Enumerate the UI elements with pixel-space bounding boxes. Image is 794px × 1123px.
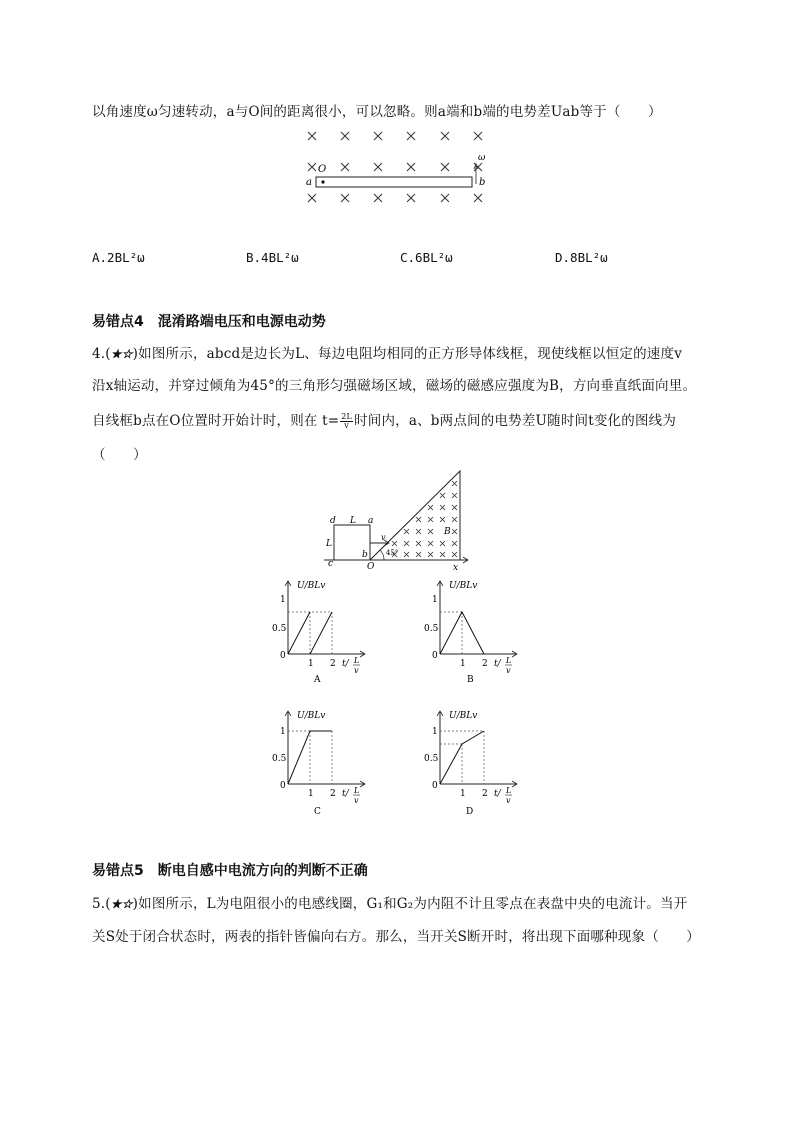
svg-text:L: L [506,656,512,665]
graph-d-label: D [466,807,474,817]
q4-graph-c[interactable] [272,708,372,818]
q3-choice-d[interactable]: D.8BL²ω [555,250,608,265]
svg-text:1: 1 [432,727,438,737]
svg-text:U/BLv: U/BLv [297,711,326,721]
svg-text:1: 1 [280,727,286,737]
q4-line2: 沿x轴运动，并穿过倾角为45°的三角形匀强磁场区域，磁场的磁感应强度为B，方向垂直纸面向里。 [92,378,697,394]
q3-choice-a[interactable]: A.2BL²ω [92,250,145,265]
svg-text:d: d [330,516,336,526]
q4-line3 [92,409,676,430]
q5-line1-rest: )如图所示，L为电阻很小的电感线圈，G₁和G₂为内阻不计且零点在表盘中央的电流计。当开 [132,896,688,912]
q3-text-line1: 以角速度ω匀速转动，a与O间的距离很小，可以忽略。则a端和b端的电势差Uab等于（ ） [92,104,662,120]
svg-text:2: 2 [330,789,336,799]
svg-text:L: L [326,539,332,549]
svg-text:U/BLv: U/BLv [297,581,326,591]
svg-text:v: v [354,796,359,805]
svg-text:v: v [506,796,511,805]
q4-number: 4.( [92,346,111,362]
section4-heading: 易错点4 混淆路端电压和电源电动势 [92,314,326,330]
difficulty-star-icon: ★☆ [110,347,133,361]
svg-text:U/BLv: U/BLv [449,581,478,591]
q4-line3-b: 时间内，a、b两点间的电势差U随时间t变化的图线为 [354,413,677,429]
svg-text:1: 1 [432,595,438,605]
q4-graph-a[interactable] [272,578,372,686]
triangle-field-region [370,471,460,560]
label-o: O [318,164,327,175]
svg-text:0: 0 [280,651,286,661]
svg-text:0.5: 0.5 [424,624,439,634]
svg-text:1: 1 [308,789,314,799]
pivot-point [321,180,324,183]
svg-text:x: x [453,563,459,573]
svg-text:0: 0 [432,781,438,791]
conducting-rod [316,177,472,187]
svg-text:L: L [354,786,360,795]
svg-text:O: O [367,562,375,572]
q3-choice-b[interactable]: B.4BL²ω [246,250,299,265]
svg-text:1: 1 [280,595,286,605]
label-omega: ω [478,153,486,163]
svg-text:c: c [328,559,334,569]
q4-fraction: $\frac{2L}{v}$ [341,412,353,430]
svg-text:v: v [506,666,511,675]
q5-number: 5.( [92,896,111,912]
svg-text:0: 0 [280,781,286,791]
section5-heading: 易错点5 断电自感中电流方向的判断不正确 [92,863,368,879]
graph-c-label: C [314,807,321,817]
svg-text:t/: t/ [494,659,501,669]
svg-text:0: 0 [432,651,438,661]
graph-b-label: B [467,675,474,685]
q3-choice-c[interactable]: C.6BL²ω [400,250,453,265]
field-cross-marks [392,481,457,557]
svg-text:L: L [350,516,356,526]
q5-line1 [92,892,687,912]
svg-text:0.5: 0.5 [424,754,439,764]
q4-answer-blank: （ ） [92,447,147,463]
svg-text:2: 2 [330,659,336,669]
svg-text:0.5: 0.5 [272,754,287,764]
svg-text:1: 1 [308,659,314,669]
q4-line1 [92,342,682,362]
label-a: a [306,177,312,188]
svg-text:b: b [362,550,368,560]
svg-text:L: L [354,656,360,665]
svg-text:2: 2 [482,659,488,669]
svg-text:L: L [506,786,512,795]
svg-text:t/: t/ [342,789,349,799]
field-cross-marks [308,132,482,202]
q4-line1-rest: )如图所示，abcd是边长为L、每边电阻均相同的正方形导体线框，现使线框以恒定的速度v [132,346,683,362]
q5-line2: 关S处于闭合状态时，两表的指针皆偏向右方。那么，当开关S断开时，将出现下面哪种现象（ ） [92,929,700,945]
svg-text:v: v [381,533,386,542]
svg-text:v: v [354,666,359,675]
q4-line3-a: 自线框b点在O位置时开始计时，则在 t= [92,413,340,429]
svg-text:45°: 45° [386,549,399,557]
svg-text:0.5: 0.5 [272,624,287,634]
svg-text:a: a [368,516,374,526]
svg-text:1: 1 [460,659,466,669]
svg-text:t/: t/ [342,659,349,669]
difficulty-star-icon: ★☆ [110,897,133,911]
q4-graph-b[interactable] [424,578,524,686]
svg-text:2: 2 [482,789,488,799]
svg-text:B: B [444,527,451,537]
graph-a-label: A [314,675,321,685]
svg-text:U/BLv: U/BLv [449,711,478,721]
svg-text:1: 1 [460,789,466,799]
label-b: b [479,177,486,188]
q4-main-figure [322,466,472,574]
q3-rotating-rod-figure [298,126,498,208]
q4-graph-d[interactable] [424,708,524,818]
svg-text:t/: t/ [494,789,501,799]
